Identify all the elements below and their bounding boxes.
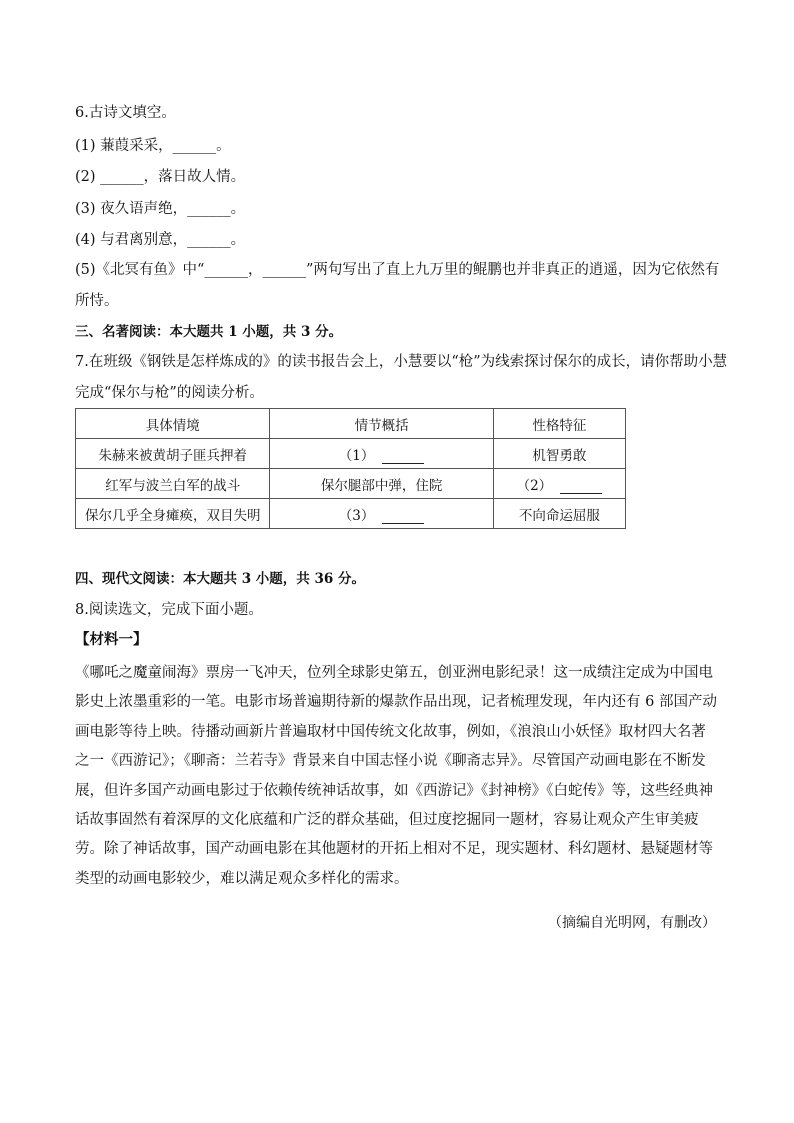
table-cell-text: （1） xyxy=(338,447,375,464)
material-1-label: 【材料一】 xyxy=(75,631,148,648)
table-header-cell: 具体情境 xyxy=(76,409,270,439)
table-cell-text: （3） xyxy=(338,507,375,524)
q6-item-4: (4) 与君离别意，______。 xyxy=(75,232,246,248)
q6-item-1: (1) 蒹葭采采，______。 xyxy=(75,138,231,154)
table-cell xyxy=(270,439,493,469)
q8-title: 8.阅读选文，完成下面小题。 xyxy=(75,602,263,618)
table-cell: 朱赫来被黄胡子匪兵押着 xyxy=(76,439,270,469)
table-cell: 红军与波兰白军的战斗 xyxy=(76,469,270,499)
table-cell: 保尔腿部中弹，住院 xyxy=(270,469,493,499)
q6-title: 6.古诗文填空。 xyxy=(75,105,176,121)
material-1-paragraph: 《哪吒之魔童闹海》票房一飞冲天，位列全球影史第五，创亚洲电影纪录！这一成绩注定成为中国电影史上浓墨重彩的一笔。电影市场普遍期待新的爆款作品出现，记者梳理发现，年内还有 6 部国产动画电影等待上映。待播动画新片普遍取材中国传统文化故事，例如，《浪浪山小妖怪》取材四大名著之一《西游记》；《聊斋：兰若寺》背景来自中国志怪小说《聊斋志异》。尽管国产动画电影在不断发展，但许多国产动画电影过于依赖传统神话故事，如《西游记》《封神榜》《白蛇传》等，这些经典神话故事固然有着深厚的文化底蕴和广泛的群众基础，但过度挖掘同一题材，容易让观众产生审美疲劳。除了神话故事，国产动画电影在其他题材的开拓上相对不足，现实题材、科幻题材、悬疑题材等类型的动画电影较少，难以满足观众多样化的需求。 xyxy=(75,665,717,887)
table-header-cell: 性格特征 xyxy=(493,409,625,439)
q6-item-5-continued: 所恃。 xyxy=(75,293,119,309)
q7-prompt-line-2: 完成“保尔与枪”的阅读分析。 xyxy=(75,385,264,401)
answer-blank[interactable] xyxy=(560,479,602,494)
q7-prompt-line-1: 7.在班级《钢铁是怎样炼成的》的读书报告会上，小慧要以“枪”为线索探讨保尔的成长，请你帮助小慧 xyxy=(75,354,728,370)
table-cell xyxy=(270,499,493,529)
table-row xyxy=(76,439,626,469)
q6-item-2: (2) ______，落日故人情。 xyxy=(75,169,246,185)
q6-item-5: (5)《北冥有鱼》中“______，______”两句写出了直上九万里的鲲鹏也并非真正的逍遥，因为它依然有 xyxy=(75,262,720,278)
table-row xyxy=(76,469,626,499)
table-header-row xyxy=(76,409,626,439)
table-row xyxy=(76,499,626,529)
section-4-heading: 四、现代文阅读：本大题共 3 小题，共 36 分。 xyxy=(75,571,365,587)
section-3-heading: 三、名著阅读：本大题共 1 小题，共 3 分。 xyxy=(75,324,343,340)
table-cell: 保尔几乎全身瘫痪，双目失明 xyxy=(76,499,270,529)
table-cell-text: （2） xyxy=(516,477,553,494)
table-cell: 不向命运屈服 xyxy=(493,499,625,529)
table-cell: 机智勇敢 xyxy=(493,439,625,469)
table-header-cell: 情节概括 xyxy=(270,409,493,439)
q7-analysis-table xyxy=(75,408,626,529)
table-cell xyxy=(493,469,625,499)
answer-blank[interactable] xyxy=(382,449,424,464)
source-citation: （摘编自光明网，有删改） xyxy=(548,915,716,931)
q6-item-3: (3) 夜久语声绝，______。 xyxy=(75,201,246,217)
answer-blank[interactable] xyxy=(382,509,424,524)
